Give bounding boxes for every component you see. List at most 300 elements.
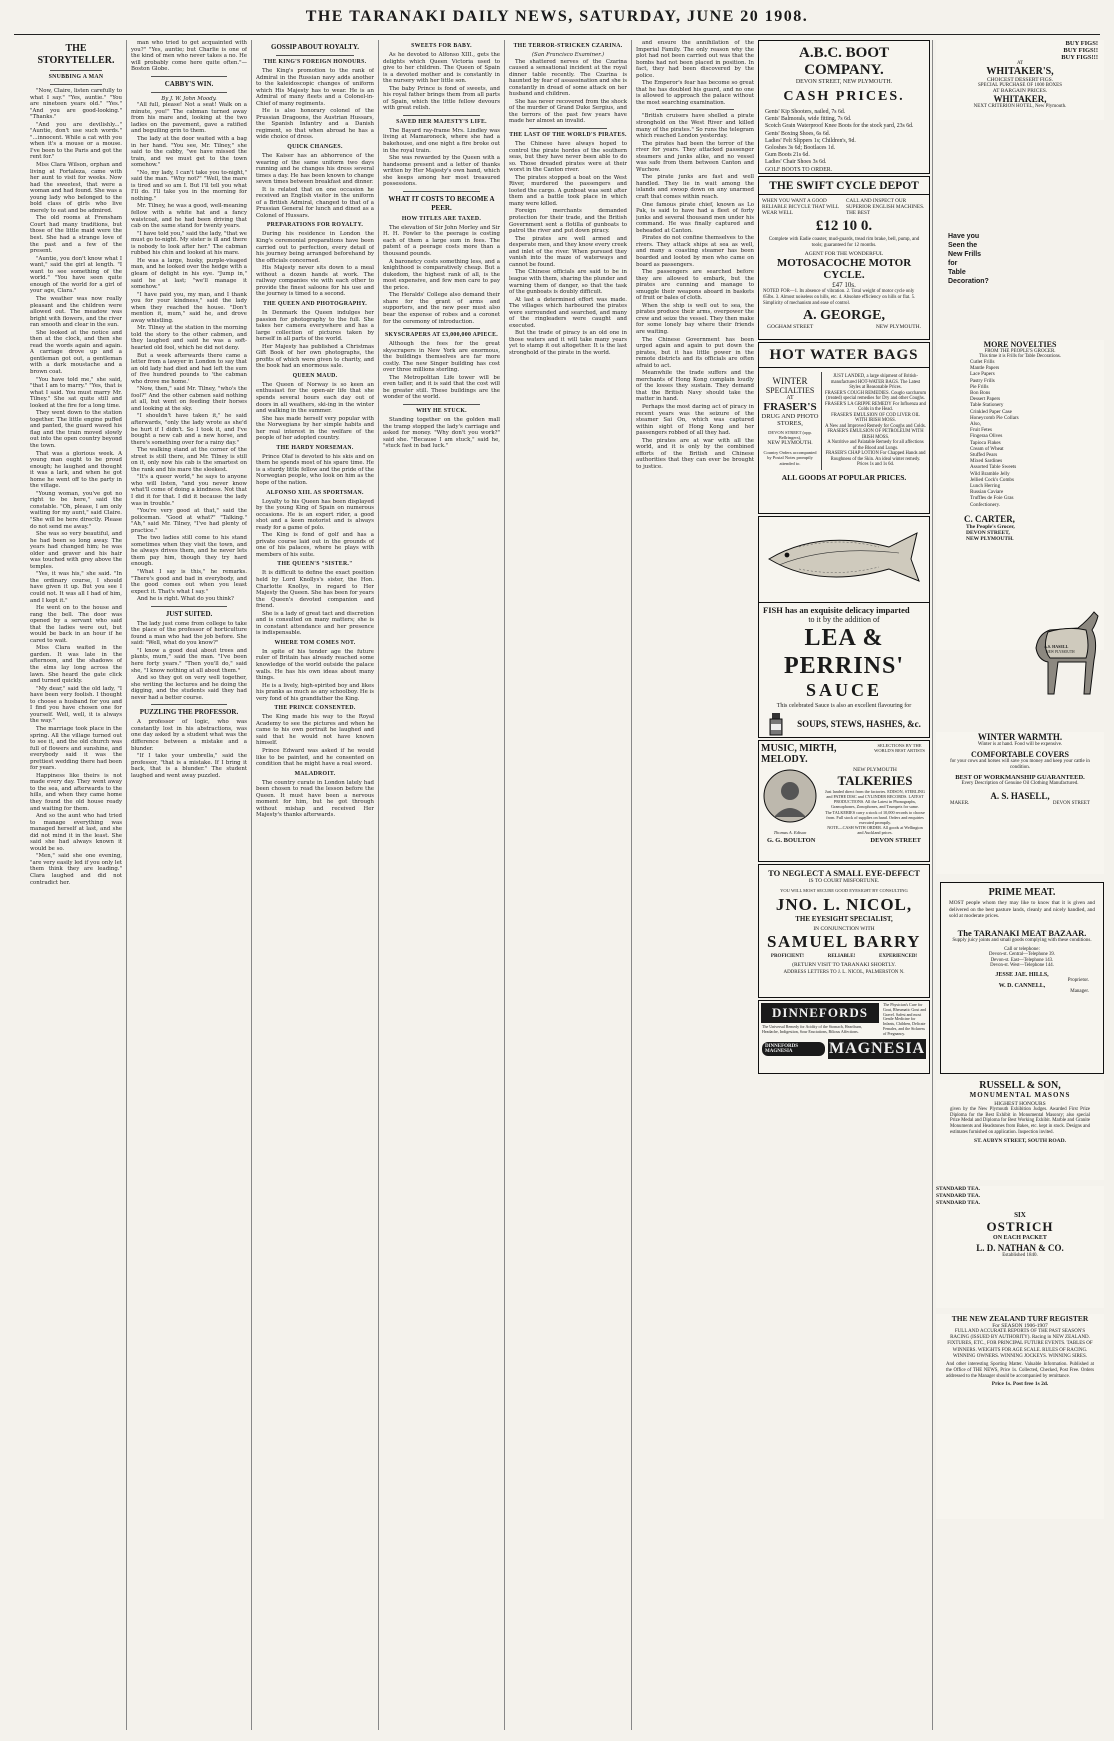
- masthead-title: THE TARANAKI DAILY NEWS, SATURDAY, JUNE 20 1908.: [305, 8, 809, 25]
- separator: [656, 109, 734, 110]
- ad-selections: SELECTIONS BY THE WORLD'S BEST ARTISTS: [874, 743, 925, 753]
- ad-specialist: THE EYESIGHT SPECIALIST,: [795, 915, 893, 923]
- paragraph: "Now, then," said Mr. Tilney, "who's the fool?" And the other cabmen said nothing at all, but went on feeding their horses and looking at the sky.: [131, 386, 247, 412]
- paragraph: But the trade of piracy is an old one in those waters and it will take many years yet to stamp it out altogether. It is the last stronghold of the pirate in the world.: [509, 330, 627, 356]
- list-item: Honeycomb Pie Collars: [970, 414, 1019, 421]
- article-heading: WHAT IT COSTS TO BECOME A PEER.: [388, 194, 495, 212]
- ad-title: MORE NOVELTIES: [983, 340, 1057, 349]
- section-heading: WHY HE STUCK.: [416, 407, 467, 414]
- column-divider: [251, 40, 252, 1730]
- ad-text: DEVON STREET,: [966, 529, 1010, 536]
- ad-title: MUSIC, MIRTH, MELODY.: [761, 743, 837, 765]
- list-item: Fruit Fetes: [970, 427, 992, 434]
- ad-text: Table: [948, 269, 966, 276]
- ad-text: HIGHEST HONOURS: [994, 1101, 1046, 1107]
- ad-text: The Universal Remedy for Acidity of the Stomach, Heartburn, Headache, Indigestion, Sour Eructations, Bilious Affections.: [762, 1024, 862, 1034]
- ad-note: NOTE—CASH WITH ORDER. All goods at Wellington and Auckland prices.: [827, 825, 923, 835]
- ad-street: DEVON STREET: [1052, 801, 1090, 806]
- paragraph: "All full, please! Not a seat! Walk on a minute, you!" The cabman turned away from his mare and, looking at the two ladies on the pavement, gave a ratified and beguiling grin to them.: [131, 102, 247, 135]
- ad-shop-name: WHITAKER'S,: [986, 66, 1054, 77]
- ad-title: THE NEW ZEALAND TURF REGISTER: [951, 1314, 1089, 1323]
- separator: [403, 115, 480, 116]
- section-heading: SKYSCRAPERS AT £3,000,000 APIECE.: [384, 332, 499, 339]
- separator: [50, 70, 102, 71]
- paragraph: Although the fees for the great skyscrapers in New York are enormous, the buildings themselves are far more costly. The new Singer building has cost over three millions sterling.: [383, 341, 500, 374]
- list-item: Cutlet Frills: [970, 359, 995, 365]
- ad-text: Winter is at hand. Food will be expensive.: [977, 742, 1063, 747]
- paragraph: The Queen of Norway is so keen an enthusiast for the open-air life that she spends several hours each day out of doors in all weathers, ski-ing in the winter and walking in the summer.: [256, 381, 374, 415]
- paragraph: Meanwhile the trade suffers and the merchants of Hong Kong complain loudly of the losses they sustain. They demand that the British Navy should take the matter in hand.: [636, 370, 754, 403]
- paragraph: "I shouldn't have taken it," he said afterwards, "only the lady wrote as she'd be hurt if I didn't. So I took it, and I've bought a new cab and a new horse, and there's something over for a rainy day.": [131, 413, 247, 446]
- list-item: Ladies' Felt Slippers 1s; Children's, 9d.: [765, 137, 856, 144]
- paragraph: The lady just come from college to take the place of the professor of horticulture found a man who had the job before. She said: "Well, what do you know?": [131, 620, 247, 647]
- ad-shop-name: TALKERIES: [837, 773, 913, 788]
- ad-name: G. G. BOULTON: [767, 837, 816, 844]
- separator: [151, 92, 227, 93]
- list-item: PROFICIENT!: [770, 954, 804, 959]
- byline: By J. W. John Moody.: [161, 95, 217, 102]
- list-item: EXPERIENCED!: [879, 954, 918, 959]
- ad-frills-question: [948, 232, 1018, 298]
- column-royalty: [256, 40, 374, 1730]
- separator: [151, 606, 227, 607]
- article-body: [30, 88, 122, 886]
- paragraph: The Emperor's fear has become so great that he has doubled his guard, and no one is allowed to approach the palace without the most searching examination.: [636, 80, 754, 106]
- source-line: (San Francisco Examiner.): [531, 52, 605, 58]
- paragraph: He went on to the house and rang the bell. The door was opened by a servant who said that the ladies were out, but would be back in an hour if he cared to wait.: [30, 605, 122, 644]
- ad-text: AT: [1016, 61, 1024, 66]
- list-item: Lunch Herring: [970, 483, 1001, 490]
- article-body: [131, 40, 247, 73]
- section-heading: QUEEN MAUD.: [292, 372, 338, 379]
- ad-title: WINTER WARMTH.: [977, 732, 1063, 742]
- ad-text: Proprietor.: [1067, 978, 1089, 984]
- article-body: [509, 141, 627, 357]
- ad-text: NEW PLYMOUTH.: [767, 440, 813, 446]
- paragraph: Miss Clara Wilson, orphan and living at Fortaleza, came with her aunt to visit for weeks. Now had the sweetest, that were a woman and had found. She was a young lady who belonged to the bold class of girls who live merely to eat and be admired.: [30, 162, 122, 214]
- ad-text: IN CONJUNCTION WITH: [813, 926, 875, 932]
- article-heading: JUST SUITED.: [165, 609, 213, 618]
- ad-text: WINTER: [772, 376, 808, 386]
- horse-sublabel: NEW PLYMOUTH: [1046, 650, 1075, 654]
- ad-text: YOU WILL MOST SECURE GOOD EYESIGHT BY CONSULTING: [780, 888, 908, 893]
- paragraph: In Denmark the Queen indulges her passion for photography to the full. She takes her camera everywhere and has a large collection of pictures taken by herself in all parts of the world.: [256, 309, 374, 343]
- paragraph: The walking stand at the corner of the street is still there, and Mr. Tilney is still on it, only now his cab is the smartest on the rank and his mare the sleekest.: [131, 447, 247, 473]
- article-body: [256, 68, 374, 141]
- paragraph: "I have told you," said the lady, "that we must go to-night. My sister is ill and there is nobody to look after her." The cabman rubbed his chin and looked at his mare.: [131, 230, 247, 257]
- masthead-rule: [14, 34, 1100, 35]
- paragraph: She looked at the notice and then at the clock, and then she read the words again and again. A carriage drove up and a gentleman got out, a gentleman with a dark moustache and a brown coat.: [30, 329, 122, 375]
- column-storyteller: [30, 40, 122, 1730]
- paragraph: A baronetcy costs something less, and a knighthood is comparatively cheap. But a dukedom, the highest rank of all, is the most expensive, and few men care to pay the price.: [383, 258, 500, 291]
- ad-lea-perrins: [758, 516, 930, 738]
- ad-name: L. D. NATHAN & CO.: [976, 1243, 1064, 1253]
- ad-text: IS TO COURT MISFORTUNE.: [808, 878, 880, 884]
- paragraph: The weather was now really pleasant and the children were allowed out. The meadow was bright with flowers, and the river ran smooth and clear in the sun.: [30, 295, 122, 329]
- section-heading: THE PRINCE CONSENTED.: [274, 705, 356, 712]
- article-body: [256, 454, 374, 487]
- paragraph: "I have paid you, my man, and I thank you for your kindness," said the lady when they reached the house. "Don't mention it, mum," said he, and drove away whistling.: [131, 291, 247, 324]
- ad-phone-list: [941, 952, 1103, 969]
- paragraph: He is a lively, high-spirited boy and likes his pranks as much as any schoolboy. He is very fond of his grandfather the King.: [256, 682, 374, 702]
- ad-text: BUY FIGS!!!: [1061, 54, 1098, 61]
- paragraph: At last a determined effort was made. The villages which harboured the pirates were surrounded and searched, and many of the ringleaders were caught and executed.: [509, 296, 627, 329]
- list-item: Gum Boots 21s 6d.: [765, 152, 810, 159]
- list-item: Wild Bramble Jelly: [970, 470, 1010, 477]
- ad-footer: ALL GOODS AT POPULAR PRICES.: [781, 472, 907, 482]
- paragraph: A professor of logic, who was constantly lost in his abstractions, was one day asked by a student what was the difference between a mistake and a blunder.: [131, 719, 247, 752]
- lea-perrins-logo: LEA & PERRINS': [783, 625, 905, 679]
- edison-signature: Thomas A. Edison: [773, 830, 807, 835]
- article-body: [256, 382, 374, 442]
- paragraph: The Chinese officials are said to be in league with them, sharing the plunder and warning them of danger, so that the task of the gunboats is doubly difficult.: [509, 269, 627, 296]
- paragraph: She was so very beautiful, and he had been so long away. The years had changed him; he was older and graver and his hair was touched with grey above the temples.: [30, 531, 122, 570]
- ad-product: MAGNESIA: [828, 1039, 925, 1057]
- ad-hot-water-bags: [758, 342, 930, 514]
- ad-text: The Physician's Cure for Gout, Rheumatic Gout and Gravel. Safest and most Gentle Medicine for Infants, Children, Delicate Females, and the Sickness of Pregnancy.: [883, 1002, 927, 1036]
- column-czarina: [509, 40, 627, 1730]
- column-divider: [126, 40, 127, 1730]
- paragraph: The King is fond of golf and has a private course laid out in the grounds of one of his palaces, where he plays with members of his suite.: [256, 532, 374, 558]
- ad-name: SAMUEL BARRY: [767, 932, 921, 951]
- list-item: FRASER'S COUGH REMEDIES. Couglo saccharum (treated) special remedies for Dry and other Coughs.: [825, 390, 926, 401]
- ad-text: FRASER'S: [763, 401, 817, 413]
- paragraph: The old rooms at Frensham Court had many traditions, but those of the little maid were the best. She had a strange love of the past and a few of the present.: [30, 215, 122, 255]
- ad-subtitle: COMFORTABLE COVERS: [970, 750, 1070, 759]
- article-subheading: SNUBBING A MAN: [48, 74, 104, 80]
- ad-text: AT: [786, 395, 794, 401]
- ad-product: SAUCE: [805, 680, 882, 700]
- list-item: Devon-st. East—Telephone 143.: [990, 957, 1054, 963]
- ad-title: A.B.C. BOOT COMPANY.: [798, 45, 889, 78]
- section-heading: THE TERROR-STRICKEN CZARINA.: [513, 43, 623, 49]
- ad-item-list: [822, 372, 929, 470]
- ad-address: DEVON STREET, NEW PLYMOUTH.: [795, 79, 893, 85]
- list-item: Russian Caviare: [970, 489, 1004, 496]
- list-item: Assorted Table Sweets: [970, 464, 1017, 471]
- ad-text: Manager.: [1070, 989, 1089, 995]
- ad-text: This time it is Frills for Table Decorations.: [979, 354, 1061, 359]
- article-body: [256, 714, 374, 767]
- paragraph: Prince Edward was asked if he would like to be painted, and he consented on condition that he might have a real sword.: [256, 748, 374, 768]
- paragraph: "Yes, it was his," she said. "In the ordinary course, I should have given it up. But you see I could not. It was all I had of him, and I kept it.": [30, 571, 122, 604]
- paragraph: The Metropolitan Life tower will be even taller, and it is said that the cost will be greater still. These buildings are the wonder of the world.: [383, 374, 500, 401]
- ad-prime-meat: [940, 882, 1104, 1074]
- list-item: Devon-st. Central—Telephone 39.: [988, 951, 1055, 957]
- ad-text: NEW PLYMOUTH.: [966, 535, 1014, 542]
- ad-description: Just landed direct from the factories. EDISON, STERLING and PATHE DISC and CYLINDER RECORDS. LATEST PRODUCTIONS. All the Latest in Phonographs, Gramophones, Zonophones, and Trumpets for same.: [825, 789, 925, 809]
- ad-street: DEVON STREET: [870, 837, 921, 844]
- paragraph: The Kaiser has an abhorrence of the wearing of the same uniform two days running and he changes his dress several times a day. He has been known to change seven times between breakfast and dinner.: [256, 153, 374, 186]
- ad-text: Have you: [948, 233, 980, 240]
- ad-subtitle: The TARANAKI MEAT BAZAAR.: [957, 927, 1087, 938]
- list-item: Table Stationery: [970, 402, 1004, 409]
- paragraph: Foreign merchants demanded protection for their trade, and the British Government sent a flotilla of gunboats to patrol the river and put down piracy.: [509, 208, 627, 235]
- ad-text: SPECIAL PURCHASE OF 1000 BOXES: [978, 83, 1062, 88]
- paragraph: "My dear," said the old lady, "I have been very foolish. I thought to choose a husband for you and I find you have chosen one for yourself. Well, well, it is always the way.": [30, 685, 122, 725]
- list-item: Also,: [970, 421, 981, 428]
- ad-text: SOUPS, STEWS, HASHES, &c.: [797, 719, 921, 729]
- ad-motorcycle-price: £47 10s.: [832, 281, 856, 289]
- ad-subtitle: CASH PRICES.: [783, 89, 905, 104]
- column-divider: [378, 40, 379, 1730]
- article-body: [636, 113, 754, 470]
- ad-subtitle: MONUMENTAL MASONS: [969, 1091, 1071, 1099]
- paragraph: And he is right. What do you think?: [137, 596, 234, 603]
- paragraph: She was rewarded by the Queen with a handsome present and a letter of thanks written by Her Majesty's own hand, which she keeps among her most treasured possessions.: [383, 155, 500, 188]
- paragraph: The Heralds' College also demand their share for the grant of arms and supporters, and the new peer must also bear the expense of robes and a coronet for the ceremony of introduction.: [383, 292, 500, 325]
- paragraph: In spite of his tender age the future ruler of Britain has already reached some knowledge of the world outside the palace walls. He has his own ideas about many things.: [256, 648, 374, 682]
- paragraph: She has never recovered from the shock of the murder of Grand Duke Sergius, and the terrors of the past few years have made her almost an invalid.: [509, 98, 627, 125]
- ad-text: Call or telephone:: [1004, 946, 1040, 952]
- ad-text: Decoration?: [948, 278, 989, 285]
- ad-shop-name: WHITAKER,: [993, 94, 1047, 104]
- list-item: STANDARD TEA.: [936, 1193, 981, 1199]
- ad-abc-boot: [758, 40, 930, 174]
- paragraph: She is a lady of great tact and discretion and is consulted on many matters; she is in constant attendance and her presence is indispensable.: [256, 610, 374, 637]
- ad-name: JESSE JAE. HILLS,: [995, 972, 1049, 979]
- article-body: [383, 341, 500, 401]
- paragraph: That was a glorious week. A young man ought to be proud enough; he laughed and thought it was a lark, and when he got home he went off to the party in the village.: [30, 450, 122, 490]
- paragraph: "British cruisers have shelled a pirate stronghold on the West River and killed many of the pirates." So runs the telegram which reached London yesterday.: [636, 113, 754, 140]
- ad-agent: AGENT FOR THE WONDERFUL: [804, 251, 884, 257]
- ad-text: New Frills: [948, 251, 982, 258]
- ad-winter-warmth: [936, 732, 1104, 874]
- ad-text: This celebrated Sauce is also an excellent flavouring for: [776, 703, 912, 709]
- article-body: [636, 40, 754, 106]
- paragraph: "Young woman, you've got no right to be here," said the constable. "Oh, please, I am only waiting for my aunt," said Claire. "She will be here directly. Please do not send me away.": [30, 490, 122, 530]
- paragraph: The King made his way to the Royal Academy to see the pictures and when he came to his own portrait he laughed and said that he would not have known himself.: [256, 714, 374, 747]
- list-item: Fingeraa Olives: [970, 433, 1003, 440]
- list-item: STANDARD TEA.: [936, 1200, 981, 1206]
- list-item: Jellied Cock's Combs: [970, 476, 1014, 483]
- article-body: [509, 59, 627, 125]
- paragraph: It is related that on one occasion he received an English visitor in the uniform of a British Admiral, changed to that of a Prussian General for lunch and dined as a Colonel of Hussars.: [256, 186, 374, 219]
- list-item: Crinkled Paper Case: [970, 408, 1012, 415]
- section-heading: THE LAST OF THE WORLD'S PIRATES.: [509, 132, 627, 139]
- paragraph: "You have told me," she said, "that I am to marry." "Yes, that is what I said. You must marry Mr. Tilney." She sat quite still and looked at the fire for a long time.: [30, 376, 122, 409]
- article-body: [383, 417, 500, 450]
- paragraph: Loyalty to his Queen has been displayed by the young King of Spain on numerous occasions. He is an expert rider, a good shot and a keen motorist and is always ready for a game of polo.: [256, 498, 374, 531]
- article-body: [383, 52, 500, 112]
- ad-text: Supply juicy joints and small goods complying with these conditions.: [952, 937, 1092, 943]
- ad-text: MOST people whom they may like to know that it is given and delivered on the best pasture lands, cleanly and nicely handled, and sold at moderate prices.: [949, 900, 1095, 920]
- horse-illustration: [1028, 590, 1108, 710]
- article-body: [383, 225, 500, 325]
- ad-dinnefords: [758, 1000, 930, 1074]
- edison-portrait: [761, 767, 819, 825]
- article-body: [256, 231, 374, 297]
- paragraph: Miss Clara waited in the garden. It was late in the afternoon, and the shadows of the elms lay long across the lawn. She heard the gate click and turned quickly.: [30, 645, 122, 685]
- paragraph: "And you are devilishly..." "Auntie, don't use such words." "...innocent. While a cat with you when it's a mouse or a mouse. I've been to the Paris and got the rent for.": [30, 121, 122, 161]
- column-pirates: [636, 40, 754, 1730]
- list-item: Scotch Grain Waterproof Knee Boots for the stock yard, 23s 6d.: [765, 123, 914, 130]
- list-item: Dessert Papers: [970, 396, 1001, 403]
- paragraph: He was a large, husky, purple-visaged man, and he looked over the hedge with a gleam of delight in his eye. "Jump in," said he at last; "we'll manage it somehow.": [131, 257, 247, 291]
- list-item: Gents' Boxing Shoes, 6s 6d.: [765, 130, 831, 137]
- section-heading: SWEETS FOR BABY.: [411, 43, 472, 49]
- article-body: [383, 128, 500, 188]
- column-divider: [631, 40, 632, 1730]
- ad-title: THE SWIFT CYCLE DEPOT: [759, 180, 929, 195]
- paragraph: and ensure the annihilation of the Imperial Family. The only reason why the plot had not been carried out was that the bombs had not been placed in position. In fact, they had been discovered by the police.: [636, 40, 754, 79]
- list-item: Stuffed Pears: [970, 452, 998, 459]
- ad-standard-tea: [936, 1186, 1104, 1308]
- paragraph: Happiness like theirs is not made every day. They went away to the sea, and afterwards to the hills, and when they came home they found the old house ready and waiting for them.: [30, 772, 122, 812]
- list-item: Tapioca Flakes: [970, 439, 1001, 446]
- ad-text: for: [948, 260, 958, 267]
- ad-text: TO NEGLECT A SMALL EYE-DEFECT: [768, 868, 920, 878]
- list-item: STANDARD TEA.: [936, 1186, 981, 1192]
- paragraph: The shattered nerves of the Czarina caused a sensational incident at the royal dinner table recently. The Czarina is haunted by fear of assassination and she is constantly in dread of some attack on her husband and children.: [509, 58, 627, 98]
- article-body: [256, 310, 374, 370]
- article-body: [131, 102, 247, 602]
- horse-label: A.S. HASELL: [1044, 644, 1069, 649]
- paragraph: The Chinese have always hoped to control the pirate hordes of the southern seas, but they have never been able to do so. Those dreaded pirates were at their worst in the Canton river.: [509, 141, 627, 174]
- ad-address: NEXT CRITERION HOTEL, New Plymouth.: [973, 104, 1067, 109]
- section-heading: THE KING'S FOREIGN HONOURS.: [263, 59, 367, 65]
- article-body: [256, 649, 374, 702]
- ad-text: FULL AND ACCURATE REPORTS OF THE PAST SEASON'S RACING (ISSUED BY AUTHORITY). Racing in NEW ZEALAND. FIXTURES, ETC., FOR PRINCIPAL FUTURE EVENTS. TABLES OF WINNERS. WEIGHTS FOR AGE SCALE. RULES OF RACING. WINNING OWNERS. WINNING JOCKEYS. WINNING SIRES.: [947, 1329, 1093, 1359]
- magnesia-bottle: DINNEFORDS MAGNESIA: [762, 1042, 825, 1056]
- ad-title: PRIME MEAT.: [988, 887, 1056, 898]
- paragraph: They went down to the station together. The little engine puffed and panted, the guard waved his flag and the train moved slowly out into the open country beyond the town.: [30, 410, 122, 449]
- list-item: FRASER'S EMULSION OF PETROLEUM WITH IRISH MOSS.: [827, 429, 924, 440]
- ad-notes: NOTED FOR—1. Its absence of vibration. 2. Total weight of motor cycle only 65lbs. 3. Almost noiseless on hills, etc. 4. Absolute efficiency on hills or flat. 5. Simplicity of mechanism and ease of control.: [763, 289, 916, 306]
- separator: [403, 328, 480, 329]
- list-item: A New and Improved Remedy for Coughs and Colds.: [825, 423, 926, 429]
- ad-text: Country Orders accompanied by Postal Notes promptly attended to.: [763, 450, 817, 466]
- section-heading: HOW TITLES ARE TAXED.: [401, 215, 482, 222]
- paragraph: "If I take your umbrella," said the professor, "that is a mistake. If I bring it back, that is a blunder." The student laughed and went away puzzled.: [131, 753, 247, 779]
- ad-street: GOGHAM STREET: [767, 324, 814, 331]
- ad-note: The TALKERIES carry a stock of 10,000 records to choose from. Full stock of supplies on hand. Orders and enquiries executed promptly.: [825, 810, 925, 825]
- fish-illustration: [759, 517, 927, 597]
- paragraph: "Men," said she one evening, "are very easily led if you only let them think they are leading." Clara laughed and did not contradict her.: [30, 853, 122, 886]
- list-item: FRASER'S CHAP LOTION For Chapped Hands and Roughness of the Skin. An ideal winter remedy. Prices 1s and 1s 6d.: [825, 451, 926, 467]
- paragraph: Mr. Tilney, he was a good, well-meaning fellow with a white hat and a fancy waistcoat, and he had been driving that cab on the same stand for twenty years.: [131, 203, 247, 230]
- paragraph: When the ship is well out to sea, the pirates produce their arms, overpower the crew and seize the vessel. They then make for some lonely bay where their friends are waiting.: [636, 302, 754, 335]
- paragraph: The pirates had been the terror of the river for years. They attacked passenger steamers and junks alike, and no vessel was safe from them between Canton and Wuchow.: [636, 140, 754, 173]
- article-body: [131, 621, 247, 702]
- article-body: [131, 719, 247, 779]
- paragraph: She has made herself very popular with the Norwegians by her simple habits and her real interest in the welfare of the people of her adopted country.: [256, 415, 374, 442]
- paragraph: He is also honorary colonel of the Prussian Dragoons, the Austrian Hussars, the Spanish Infantry and a Danish regiment, so that when abroad he has a wide choice of dress.: [256, 108, 374, 141]
- separator: [276, 55, 354, 56]
- ad-name: W. D. CANNELL,: [998, 983, 1046, 990]
- article-body: [256, 780, 374, 819]
- list-item: GOLF BOOTS TO ORDER.: [765, 166, 833, 173]
- ad-text: The People's Grocer,: [966, 523, 1015, 530]
- paragraph: The elevation of Sir John Morley and Sir H. H. Fowler to the peerage is costing each of them a large sum in fees. The patent of a peerage costs more than a thousand pounds.: [383, 224, 500, 258]
- list-item: Lace Papers: [970, 371, 995, 378]
- list-item: FRASER'S EMULSION OF COD LIVER OIL WITH IRISH MOSS.: [831, 412, 920, 423]
- ad-footer: Price 1s. Post free 1s 2d.: [991, 1381, 1049, 1388]
- ad-text: given by the New Plymouth Exhibition Judges. Awarded First Prize Diploma for the Best Exhibit in Monumental Masonry; also special Prize Medal and Diploma for Best Working Exhibit. Marble and Granite Monuments and Headstones from Bakes, etc. kept in stock. Designs and estimates furnished on application. Inspection invited.: [950, 1107, 1090, 1135]
- article-heading: PUZZLING THE PROFESSOR.: [139, 708, 239, 717]
- ad-name: C. CARTER,: [964, 513, 1015, 524]
- paragraph: man who tried to get acquainted with you?" "Yes, auntie; but Charlie is one of the kind of men who never takes a no. He will probably come here quite often."—Boston Globe.: [131, 40, 247, 73]
- list-item: Gents' Balmorals, wide fitting, 7s 6d.: [765, 116, 852, 123]
- list-item: Pastry Frills: [970, 377, 995, 384]
- paragraph: The pirates are well armed and desperate men, and they know every creek and inlet of the river. When pursued they vanish into the maze of waterways and cannot be found.: [509, 235, 627, 268]
- ad-text: STORES,: [777, 420, 803, 427]
- ad-motorcycle: MOTOSACOCHE MOTOR CYCLE.: [776, 257, 912, 281]
- paragraph: The country curate in London lately had been chosen to read the lesson before the Queen. It must have been a nervous moment for him, but he got through without mishap and received Her Majesty's thanks afterwards.: [256, 779, 374, 819]
- list-item: Gents' Kip Shooters, nailed, 7s 6d.: [765, 109, 846, 115]
- ad-price-list: [759, 109, 929, 174]
- paragraph: As he devoted to Alfonso XIII., gets the delights which Queen Victoria used to give to her children. The Queen of Spain is a devoted mother and is constantly in the nursery with her little son.: [383, 52, 500, 85]
- paragraph: "It's a queer world," he says to anyone who will listen, "and you never know what'll come of doing a kindness. Not that I did it for that. I did it because the lady was in trouble.": [131, 474, 247, 507]
- ad-text: MAKER.: [950, 801, 970, 806]
- paragraph: "What I say is this," he remarks. "There's good and bad in everybody, and the good comes out when you least expect it. That's what I say.": [131, 569, 247, 595]
- ad-text: AT BARGAIN PRICES.: [992, 88, 1048, 94]
- ad-title: RUSSELL & SON,: [979, 1080, 1061, 1091]
- paragraph: The passengers are searched before they are allowed to embark, but the pirates are cunning and manage to smuggle their weapons aboard in baskets of fruit or bales of cloth.: [636, 269, 754, 302]
- ad-address: ST. AUBYN STREET, SOUTH ROAD.: [974, 1137, 1066, 1144]
- paragraph: The marriage took place in the spring. All the village turned out to see it, and the old church was full of flowers and sunshine, and everybody said it was the prettiest wedding there had been for years.: [30, 725, 122, 772]
- paragraph: It is difficult to define the exact position held by Lord Knollys's sister, the Hon. Charlotte Knollys, in regard to Her Majesty the Queen. She has been for years the Queen's devoted companion and friend.: [256, 570, 374, 610]
- ad-text: Every Description of Genuine Oil Clothing Manufactured.: [961, 781, 1079, 786]
- article-body: [256, 153, 374, 219]
- ad-text: (RETURN VISIT TO TARANAKI SHORTLY.: [792, 962, 896, 968]
- paragraph: The pirate junks are fast and well handled. They lie in wait among the islands and swoop down on any unarmed craft that comes within reach.: [636, 174, 754, 201]
- paragraph: "You're very good at that," said the policeman. "Good at what?" "Talking." "Ah," said Mr. Tilney, "I've had plenty of practice.": [131, 508, 247, 534]
- ad-item-list: [936, 359, 1104, 508]
- list-item: Cream of Wheat: [970, 445, 1004, 452]
- paragraph: The pirates are at war with all the world, and it is only by the combined efforts of the British and Chinese authorities that they can ever be brought to justice.: [636, 437, 754, 470]
- paragraph: Standing together on the golden mall the tramp stopped the lady's carriage and asked for money. "Why don't you work?" said she. "Because I am stuck," said he, "stuck fast in bad luck.": [383, 416, 500, 450]
- list-item: RELIABLE!: [827, 954, 856, 959]
- ad-subtitle: FROM THE PEOPLE'S GROCER.: [984, 349, 1056, 354]
- ad-tea-lines: [936, 1186, 1104, 1207]
- ad-text: DRUG AND PHOTO: [761, 413, 819, 420]
- list-item: Bon Bons: [970, 390, 991, 397]
- masthead: [0, 0, 1114, 36]
- ad-title: DINNEFORDS: [761, 1003, 879, 1023]
- ad-town: NEW PLYMOUTH: [853, 767, 897, 773]
- ad-name: A. GEORGE,: [802, 308, 886, 324]
- paragraph: The King's promotion to the rank of Admiral in the Russian navy adds another to the kaleidoscopic changes of uniform which His Majesty has to wear. He is an Admiral of many fleets and a Colonel-in-Chief of many regiments.: [256, 68, 374, 107]
- section-heading: PREPARATIONS FOR ROYALTY.: [266, 222, 364, 229]
- paragraph: "Now, Claire, listen carefully to what I say." "Yes, auntie." "You are nineteen years old." "Yes." "And you are good-looking." "Thanks.": [30, 88, 122, 121]
- section-heading: WHERE TOM COMES NOT.: [274, 639, 356, 646]
- separator: [151, 76, 227, 77]
- ad-text: SPECIALTIES: [765, 386, 815, 395]
- sauce-bottle-icon: [763, 711, 789, 737]
- ad-product: OSTRICH: [986, 1219, 1054, 1234]
- list-item: Goloshes 3s 6d; Bootlaces 1d.: [765, 145, 836, 152]
- paragraph: The two ladies still come to his stand sometimes when they visit the town, and he always drives them, and he never lets them pay him, though they try hard enough.: [131, 535, 247, 568]
- ad-text: Established 1840.: [1002, 1253, 1038, 1258]
- list-item: Pie Frills: [970, 383, 989, 390]
- column-peers: [383, 40, 500, 1730]
- ad-text: ON EACH PACKET: [993, 1235, 1047, 1241]
- section-heading: ALFONSO XIII. AS SPORTSMAN.: [266, 489, 364, 496]
- list-item: Ladies' Chair Shoes 3s 6d.: [765, 159, 827, 166]
- paragraph: The baby Prince is fond of sweets, and his royal father brings them from all parts of Spain, which the little fellow devours with great relish.: [383, 85, 500, 112]
- paragraph: One famous pirate chief, known as Lo Pak, is said to have had a fleet of forty junks and several thousand men under his command. He was finally captured and beheaded at Canton.: [636, 201, 754, 234]
- list-item: Devon-st. West—Telephone 144.: [990, 963, 1054, 969]
- list-item: Mixed Sardines: [970, 458, 1003, 465]
- ad-text: For SEASON 1906-1907: [992, 1323, 1048, 1329]
- ad-text: SIX: [1014, 1211, 1026, 1219]
- paragraph: "No, my lady, I can't take you to-night," said the man. "Why not?" "Well, the mare is tired and so am I. But I'll tell you what I'll do. I'll take you in the morning for nothing.": [131, 169, 247, 202]
- separator: [403, 191, 480, 192]
- ad-text: for your cows and horses will save you money and keep your cattle in condition.: [950, 759, 1090, 770]
- ad-title: HOT WATER BAGS: [759, 347, 929, 368]
- paragraph: His Majesty never sits down to a meal without a dozen hands at work. The railway companies vie with each other to provide the finest saloons for his use and the journey is timed to a second.: [256, 265, 374, 298]
